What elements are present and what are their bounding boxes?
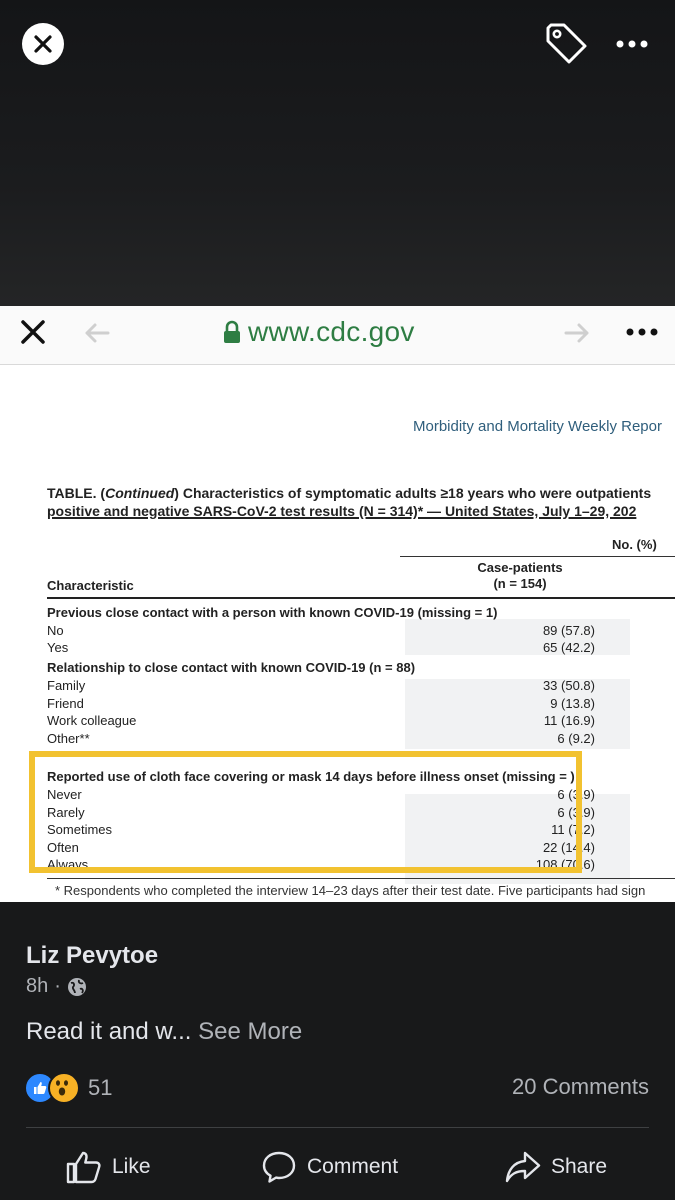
close-icon — [33, 34, 53, 54]
case-patients-label: Case-patients — [477, 560, 563, 575]
mmwr-document — [0, 364, 675, 902]
browser-close-button — [18, 316, 48, 346]
like-icon — [66, 1150, 102, 1184]
comment-button[interactable] — [261, 1142, 398, 1192]
title-prefix: TABLE. ( — [47, 485, 106, 501]
shared-photo[interactable] — [0, 306, 675, 902]
comment-icon — [261, 1150, 297, 1184]
table-row: Yes 65 (42.2) — [47, 640, 595, 655]
column-header-characteristic: Characteristic — [47, 578, 134, 593]
comment-label: Comment — [307, 1155, 399, 1178]
table-row: Work colleague 11 (16.9) — [47, 713, 595, 728]
share-label: Share — [551, 1155, 608, 1178]
table-row: Family 33 (50.8) — [47, 678, 595, 693]
lock-icon — [222, 320, 242, 344]
more-options-button[interactable] — [612, 30, 652, 58]
post-actions — [0, 1142, 675, 1192]
section-heading: Previous close contact with a person with known COVID-19 (missing = 1) — [47, 605, 498, 620]
column-header-case-patients — [440, 560, 600, 592]
case-patients-n: (n = 154) — [493, 576, 547, 591]
post-time[interactable]: 8h — [26, 975, 49, 997]
arrow-left-icon — [82, 318, 112, 348]
share-button[interactable] — [505, 1142, 607, 1192]
table-title-line2: positive and negative SARS-CoV-2 test results (N = 314)* — United States, July 1–29, 202 — [47, 503, 637, 519]
column-header-no-pct: No. (%) — [612, 537, 657, 552]
post-author[interactable]: Liz Pevytoe — [26, 942, 159, 969]
section-heading: Reported use of cloth face covering or mask 14 days before illness onset (missing = ) — [47, 769, 575, 784]
tag-photo-button[interactable] — [544, 22, 590, 66]
browser-toolbar — [0, 306, 675, 365]
section-heading: Relationship to close contact with known COVID-19 (n = 88) — [47, 660, 416, 675]
header-rule — [400, 556, 675, 557]
address-bar — [222, 312, 415, 352]
browser-forward-button — [562, 318, 592, 348]
table-row: Other** 6 (9.2) — [47, 731, 595, 746]
reaction-count: 51 — [88, 1075, 113, 1100]
table-row: Rarely 6 (3.9) — [47, 805, 595, 820]
highlight-box — [29, 751, 582, 873]
browser-back-button — [82, 318, 112, 348]
thumbs-up-icon — [32, 1080, 48, 1096]
share-icon — [505, 1150, 541, 1184]
table-row: Never 6 (3.9) — [47, 787, 595, 802]
table-title-line1 — [47, 484, 675, 502]
caption-text: Read it and w... — [26, 1018, 192, 1045]
tag-icon — [544, 22, 590, 66]
table-row: Sometimes 11 (7.2) — [47, 822, 595, 837]
table-footnote: * Respondents who completed the interview 14–23 days after their test date. Five participants had sign — [55, 883, 646, 898]
post-details — [0, 902, 675, 1200]
header-bottom-rule — [47, 597, 675, 599]
meta-separator: · — [54, 975, 61, 997]
more-horizontal-icon — [622, 322, 662, 342]
table-row: Friend 9 (13.8) — [47, 696, 595, 711]
title-continued: Continued — [105, 485, 175, 501]
table-row: Always 108 (70.6) — [47, 857, 595, 872]
like-label: Like — [112, 1155, 151, 1178]
table-row: No 89 (57.8) — [47, 623, 595, 638]
like-button[interactable] — [66, 1142, 151, 1192]
journal-name: Morbidity and Mortality Weekly Repor — [413, 418, 662, 435]
close-viewer-button[interactable] — [22, 23, 64, 65]
actions-divider — [26, 1127, 649, 1128]
table-title — [47, 484, 675, 520]
post-caption — [26, 1018, 302, 1046]
wow-face-icon — [48, 1072, 76, 1100]
close-icon — [18, 316, 48, 346]
table-row: Often 22 (14.4) — [47, 840, 595, 855]
wow-reaction-icon — [48, 1072, 80, 1104]
comments-count[interactable]: 20 Comments — [512, 1074, 649, 1099]
see-more-link[interactable]: See More — [198, 1018, 303, 1045]
title-rest: ) Characteristics of symptomatic adults ≥18 years who were outpatients — [174, 485, 652, 501]
reactions-summary[interactable] — [24, 1072, 112, 1104]
post-meta — [26, 975, 87, 998]
more-horizontal-icon — [612, 30, 652, 58]
photo-viewer-header — [0, 0, 675, 306]
browser-more-button — [622, 322, 662, 342]
table-bottom-rule — [47, 878, 675, 879]
globe-icon — [67, 977, 87, 997]
url-text: www.cdc.gov — [248, 316, 415, 347]
arrow-right-icon — [562, 318, 592, 348]
